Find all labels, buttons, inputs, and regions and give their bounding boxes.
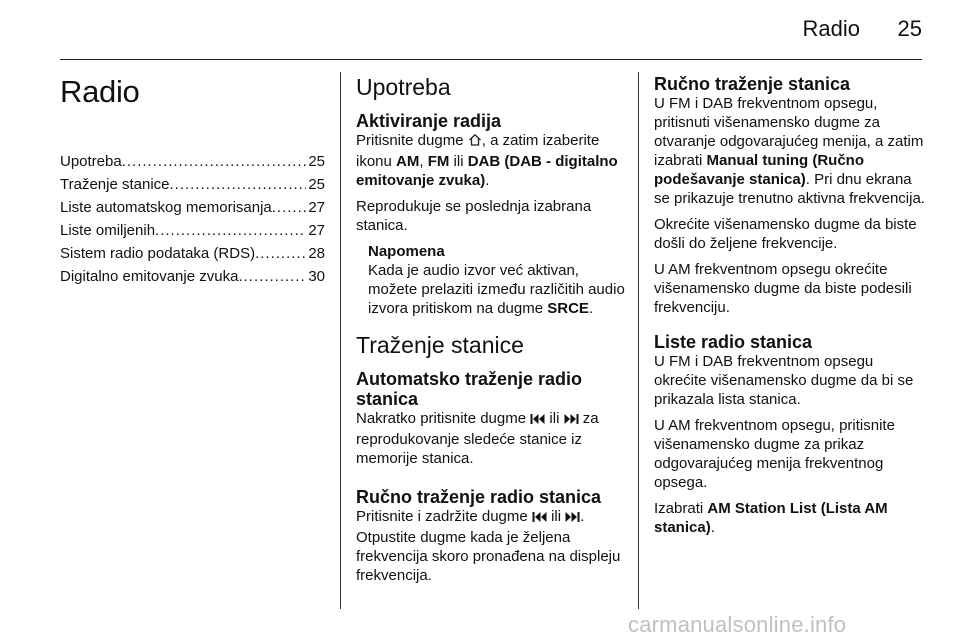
toc-entry[interactable] — [60, 173, 325, 196]
menu-item-label: AM Station List (Lista AM stanica) — [654, 500, 888, 536]
station-lists-paragraph-3 — [654, 499, 926, 537]
next-track-icon — [564, 411, 579, 430]
text-fragment: Pritisnite dugme — [356, 132, 464, 149]
text-fragment: ili — [551, 508, 562, 525]
text-fragment: U FM i DAB frekventnom opsegu, pritisnuti višenamensko dugme za otvaranje odgovarajućeg menija, a zatim izabrati — [654, 95, 924, 169]
next-track-icon — [565, 509, 580, 528]
toc-page: 28 — [308, 245, 325, 262]
srce-button-label: SRCE — [547, 300, 589, 317]
manual-tuning-paragraph-2: Okrećite višenamensko dugme da biste došli do željene frekvencije. — [654, 216, 917, 252]
running-header-title: Radio — [802, 16, 860, 41]
fm-label: FM — [427, 153, 450, 170]
text-fragment: za reprodukovanje sledeće stanice iz memorije stanica. — [356, 410, 599, 467]
header-rule — [60, 59, 922, 60]
section-heading-usage: Upotreba — [356, 74, 451, 100]
station-lists-paragraph: U FM i DAB frekventnom opsegu okrećite višenamensko dugme da bi se prikazala lista stanica. — [654, 353, 914, 408]
manual-search-paragraph — [356, 507, 626, 585]
column-divider-1 — [340, 72, 341, 609]
text-fragment: . Otpustite dugme kada je željena frekvencija skoro pronađena na displeju frekvencija. — [356, 508, 621, 584]
text-fragment: . — [710, 519, 715, 536]
toc-leader — [170, 173, 307, 196]
subheading-auto-search: Automatsko traženje radio stanica — [356, 369, 583, 409]
toc-page: 30 — [308, 268, 325, 285]
toc-label: Digitalno emitovanje zvuka — [60, 268, 239, 285]
text-fragment: , a zatim izaberite ikonu — [356, 132, 600, 170]
section-heading-search: Traženje stanice — [356, 332, 524, 358]
text-fragment: Nakratko pritisnite dugme — [356, 410, 527, 427]
toc-leader — [238, 265, 306, 288]
previous-track-icon — [530, 411, 545, 430]
toc-entry[interactable] — [60, 150, 325, 173]
dab-label: DAB (DAB - digitalno emitovanje zvuka) — [356, 153, 618, 189]
toc-page: 27 — [308, 222, 325, 239]
tuning-column — [654, 74, 926, 544]
toc-leader — [255, 242, 306, 265]
am-label: AM — [396, 153, 420, 170]
toc-leader — [155, 219, 306, 242]
auto-search-paragraph — [356, 409, 626, 468]
manual-tuning-paragraph-3: U AM frekventnom opsegu okrećite višenamensko dugme da biste podesili frekvenciju. — [654, 261, 912, 316]
column-divider-2 — [638, 72, 639, 609]
toc-entry[interactable] — [60, 196, 325, 219]
toc-page: 25 — [308, 153, 325, 170]
text-fragment: Kada je audio izvor već aktivan, možete prelaziti između različitih audio izvora pritiskom na dugme — [368, 262, 625, 317]
toc-leader — [272, 196, 307, 219]
subheading-station-lists: Liste radio stanica — [654, 332, 813, 352]
subheading-manual-tuning: Ručno traženje stanica — [654, 74, 851, 94]
activation-paragraph-2: Reprodukuje se poslednja izabrana stanica. — [356, 198, 592, 234]
text-fragment: . — [485, 172, 490, 189]
toc-label: Upotreba — [60, 153, 122, 170]
toc-label: Liste automatskog memorisanja — [60, 199, 272, 216]
toc-entry[interactable] — [60, 219, 325, 242]
subheading-manual-search: Ručno traženje radio stanica — [356, 487, 602, 507]
toc-label: Sistem radio podataka (RDS) — [60, 245, 256, 262]
table-of-contents — [60, 150, 325, 288]
text-fragment: Pritisnite i zadržite dugme — [356, 508, 528, 525]
toc-page: 27 — [308, 199, 325, 216]
watermark-logo: carmanualsonline.info — [628, 612, 847, 637]
toc-page: 25 — [308, 176, 325, 193]
usage-column — [356, 74, 626, 592]
text-fragment: ili — [549, 410, 560, 427]
note-title: Napomena — [368, 243, 445, 260]
manual-tuning-paragraph — [654, 94, 926, 208]
toc-entry[interactable] — [60, 242, 325, 265]
previous-track-icon — [532, 509, 547, 528]
chapter-title: Radio — [60, 74, 140, 109]
text-fragment: Izabrati — [654, 500, 704, 517]
note-box — [368, 242, 626, 318]
toc-label: Traženje stanice — [60, 176, 170, 193]
toc-label: Liste omiljenih — [60, 222, 156, 239]
activation-paragraph: Pritisnite dugme , a zatim izaberite ikonu AM, FM ili DAB (DAB - digitalno emitovanje zvuka). — [356, 132, 618, 189]
toc-leader — [122, 150, 307, 173]
page-number: 25 — [897, 16, 922, 41]
toc-column — [60, 74, 325, 288]
text-fragment: . Pri dnu ekrana se prikazuje trenutno aktivna frekvencija. — [654, 171, 925, 207]
station-lists-paragraph-2: U AM frekventnom opsegu, pritisnite višenamensko dugme za prikaz odgovarajućeg menija frekventnog opsega. — [654, 417, 895, 491]
home-icon — [468, 133, 482, 152]
text-fragment: . — [588, 300, 594, 317]
toc-entry[interactable] — [60, 265, 325, 288]
text-fragment: ili — [453, 153, 464, 170]
note-text — [368, 261, 626, 318]
menu-item-label: Manual tuning (Ručno podešavanje stanica) — [654, 152, 865, 188]
subheading-activation: Aktiviranje radija — [356, 111, 502, 131]
